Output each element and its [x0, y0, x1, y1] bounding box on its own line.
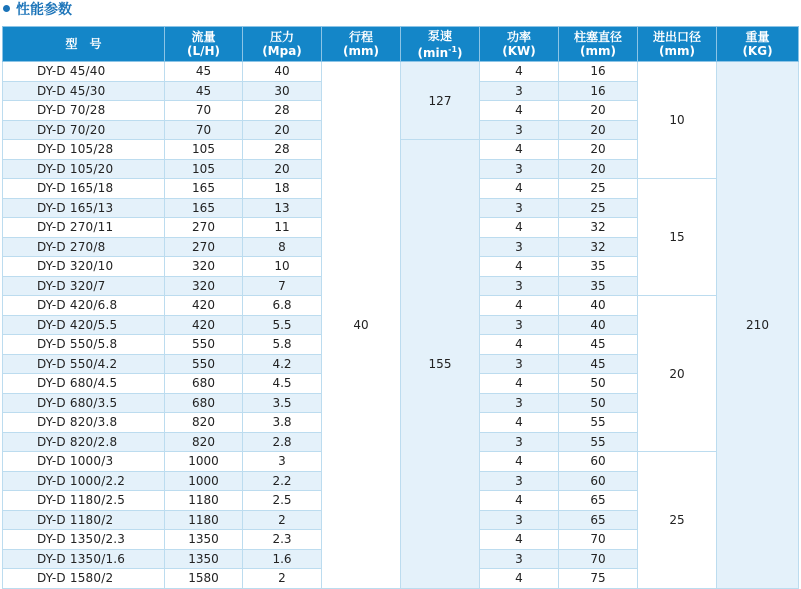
header-pressure: 压力 (Mpa) — [243, 27, 322, 62]
plunger-diameter-cell: 55 — [559, 432, 638, 452]
flow-cell: 105 — [165, 140, 243, 160]
plunger-diameter-cell: 75 — [559, 569, 638, 589]
header-stroke: 行程 (mm) — [322, 27, 401, 62]
pressure-cell: 3.5 — [243, 393, 322, 413]
plunger-diameter-cell: 20 — [559, 120, 638, 140]
pressure-cell: 3.8 — [243, 413, 322, 433]
power-cell: 4 — [480, 530, 559, 550]
pressure-cell: 13 — [243, 198, 322, 218]
pressure-cell: 6.8 — [243, 296, 322, 316]
plunger-diameter-cell: 20 — [559, 140, 638, 160]
pressure-cell: 2.5 — [243, 491, 322, 511]
plunger-diameter-cell: 25 — [559, 179, 638, 199]
flow-cell: 1000 — [165, 471, 243, 491]
plunger-diameter-cell: 16 — [559, 62, 638, 82]
pressure-cell: 11 — [243, 218, 322, 238]
flow-cell: 165 — [165, 198, 243, 218]
header-port-diameter: 进出口径 (mm) — [638, 27, 717, 62]
performance-table — [2, 26, 799, 589]
header-flow: 流量 (L/H) — [165, 27, 243, 62]
plunger-diameter-cell: 65 — [559, 510, 638, 530]
pressure-cell: 7 — [243, 276, 322, 296]
pump-speed-cell: 127 — [401, 62, 480, 140]
flow-cell: 550 — [165, 335, 243, 355]
pressure-cell: 2.2 — [243, 471, 322, 491]
flow-cell: 270 — [165, 237, 243, 257]
header-power: 功率 (KW) — [480, 27, 559, 62]
power-cell: 4 — [480, 218, 559, 238]
pressure-cell: 3 — [243, 452, 322, 472]
flow-cell: 320 — [165, 276, 243, 296]
pressure-cell: 5.5 — [243, 315, 322, 335]
model-cell: DY-D 820/2.8 — [3, 432, 165, 452]
model-cell: DY-D 1180/2.5 — [3, 491, 165, 511]
power-cell: 4 — [480, 296, 559, 316]
header-model: 型 号 — [3, 27, 165, 62]
pressure-cell: 1.6 — [243, 549, 322, 569]
power-cell: 4 — [480, 101, 559, 121]
pressure-cell: 2 — [243, 510, 322, 530]
plunger-diameter-cell: 40 — [559, 296, 638, 316]
pressure-cell: 18 — [243, 179, 322, 199]
plunger-diameter-cell: 50 — [559, 393, 638, 413]
flow-cell: 70 — [165, 120, 243, 140]
model-cell: DY-D 1350/2.3 — [3, 530, 165, 550]
plunger-diameter-cell: 32 — [559, 237, 638, 257]
flow-cell: 105 — [165, 159, 243, 179]
model-cell: DY-D 420/5.5 — [3, 315, 165, 335]
pressure-cell: 28 — [243, 101, 322, 121]
model-cell: DY-D 70/20 — [3, 120, 165, 140]
power-cell: 3 — [480, 276, 559, 296]
power-cell: 4 — [480, 257, 559, 277]
pressure-cell: 28 — [243, 140, 322, 160]
plunger-diameter-cell: 40 — [559, 315, 638, 335]
flow-cell: 165 — [165, 179, 243, 199]
flow-cell: 680 — [165, 374, 243, 394]
pressure-cell: 5.8 — [243, 335, 322, 355]
pressure-cell: 2.3 — [243, 530, 322, 550]
header-row — [3, 27, 799, 62]
section-title — [3, 0, 72, 22]
power-cell: 4 — [480, 491, 559, 511]
stroke-cell: 40 — [322, 62, 401, 589]
pressure-cell: 2.8 — [243, 432, 322, 452]
power-cell: 4 — [480, 569, 559, 589]
model-cell: DY-D 70/28 — [3, 101, 165, 121]
flow-cell: 320 — [165, 257, 243, 277]
model-cell: DY-D 550/4.2 — [3, 354, 165, 374]
model-cell: DY-D 165/18 — [3, 179, 165, 199]
power-cell: 3 — [480, 198, 559, 218]
weight-cell: 210 — [717, 62, 799, 589]
pressure-cell: 10 — [243, 257, 322, 277]
power-cell: 4 — [480, 62, 559, 82]
header-plunger-diameter: 柱塞直径 (mm) — [559, 27, 638, 62]
pressure-cell: 2 — [243, 569, 322, 589]
table-body — [3, 62, 799, 589]
power-cell: 3 — [480, 81, 559, 101]
plunger-diameter-cell: 35 — [559, 276, 638, 296]
pressure-cell: 30 — [243, 81, 322, 101]
model-cell: DY-D 45/40 — [3, 62, 165, 82]
plunger-diameter-cell: 65 — [559, 491, 638, 511]
model-cell: DY-D 45/30 — [3, 81, 165, 101]
port-diameter-cell: 10 — [638, 62, 717, 179]
pressure-cell: 8 — [243, 237, 322, 257]
model-cell: DY-D 320/7 — [3, 276, 165, 296]
plunger-diameter-cell: 32 — [559, 218, 638, 238]
pressure-cell: 20 — [243, 159, 322, 179]
bullet-icon — [3, 5, 10, 12]
pressure-cell: 4.5 — [243, 374, 322, 394]
plunger-diameter-cell: 60 — [559, 471, 638, 491]
model-cell: DY-D 820/3.8 — [3, 413, 165, 433]
model-cell: DY-D 105/20 — [3, 159, 165, 179]
model-cell: DY-D 1000/2.2 — [3, 471, 165, 491]
power-cell: 4 — [480, 335, 559, 355]
plunger-diameter-cell: 45 — [559, 335, 638, 355]
power-cell: 4 — [480, 374, 559, 394]
model-cell: DY-D 165/13 — [3, 198, 165, 218]
flow-cell: 270 — [165, 218, 243, 238]
model-cell: DY-D 420/6.8 — [3, 296, 165, 316]
flow-cell: 680 — [165, 393, 243, 413]
model-cell: DY-D 1350/1.6 — [3, 549, 165, 569]
port-diameter-cell: 25 — [638, 452, 717, 589]
flow-cell: 1350 — [165, 549, 243, 569]
flow-cell: 1000 — [165, 452, 243, 472]
model-cell: DY-D 270/8 — [3, 237, 165, 257]
pressure-cell: 4.2 — [243, 354, 322, 374]
power-cell: 3 — [480, 510, 559, 530]
flow-cell: 1350 — [165, 530, 243, 550]
flow-cell: 550 — [165, 354, 243, 374]
power-cell: 4 — [480, 452, 559, 472]
flow-cell: 1180 — [165, 491, 243, 511]
power-cell: 3 — [480, 393, 559, 413]
model-cell: DY-D 270/11 — [3, 218, 165, 238]
flow-cell: 420 — [165, 296, 243, 316]
plunger-diameter-cell: 70 — [559, 549, 638, 569]
power-cell: 3 — [480, 471, 559, 491]
model-cell: DY-D 1000/3 — [3, 452, 165, 472]
plunger-diameter-cell: 70 — [559, 530, 638, 550]
plunger-diameter-cell: 16 — [559, 81, 638, 101]
port-diameter-cell: 20 — [638, 296, 717, 452]
flow-cell: 45 — [165, 62, 243, 82]
power-cell: 3 — [480, 159, 559, 179]
plunger-diameter-cell: 45 — [559, 354, 638, 374]
model-cell: DY-D 105/28 — [3, 140, 165, 160]
header-weight: 重量 (KG) — [717, 27, 799, 62]
plunger-diameter-cell: 20 — [559, 101, 638, 121]
table-row — [3, 62, 799, 82]
power-cell: 4 — [480, 413, 559, 433]
pressure-cell: 20 — [243, 120, 322, 140]
plunger-diameter-cell: 60 — [559, 452, 638, 472]
plunger-diameter-cell: 50 — [559, 374, 638, 394]
plunger-diameter-cell: 20 — [559, 159, 638, 179]
header-pump-speed: 泵速 $(\min^{-1})$ — [401, 27, 480, 62]
plunger-diameter-cell: 55 — [559, 413, 638, 433]
pump-speed-cell: 155 — [401, 140, 480, 589]
flow-cell: 1180 — [165, 510, 243, 530]
pressure-cell: 40 — [243, 62, 322, 82]
power-cell: 3 — [480, 432, 559, 452]
flow-cell: 1580 — [165, 569, 243, 589]
power-cell: 4 — [480, 179, 559, 199]
model-cell: DY-D 1180/2 — [3, 510, 165, 530]
flow-cell: 70 — [165, 101, 243, 121]
flow-cell: 45 — [165, 81, 243, 101]
flow-cell: 420 — [165, 315, 243, 335]
power-cell: 3 — [480, 549, 559, 569]
model-cell: DY-D 550/5.8 — [3, 335, 165, 355]
plunger-diameter-cell: 25 — [559, 198, 638, 218]
model-cell: DY-D 1580/2 — [3, 569, 165, 589]
model-cell: DY-D 680/3.5 — [3, 393, 165, 413]
plunger-diameter-cell: 35 — [559, 257, 638, 277]
power-cell: 3 — [480, 120, 559, 140]
power-cell: 3 — [480, 354, 559, 374]
model-cell: DY-D 680/4.5 — [3, 374, 165, 394]
power-cell: 3 — [480, 315, 559, 335]
power-cell: 3 — [480, 237, 559, 257]
power-cell: 4 — [480, 140, 559, 160]
section-title-text: 性能参数 — [16, 2, 72, 18]
flow-cell: 820 — [165, 413, 243, 433]
model-cell: DY-D 320/10 — [3, 257, 165, 277]
flow-cell: 820 — [165, 432, 243, 452]
port-diameter-cell: 15 — [638, 179, 717, 296]
